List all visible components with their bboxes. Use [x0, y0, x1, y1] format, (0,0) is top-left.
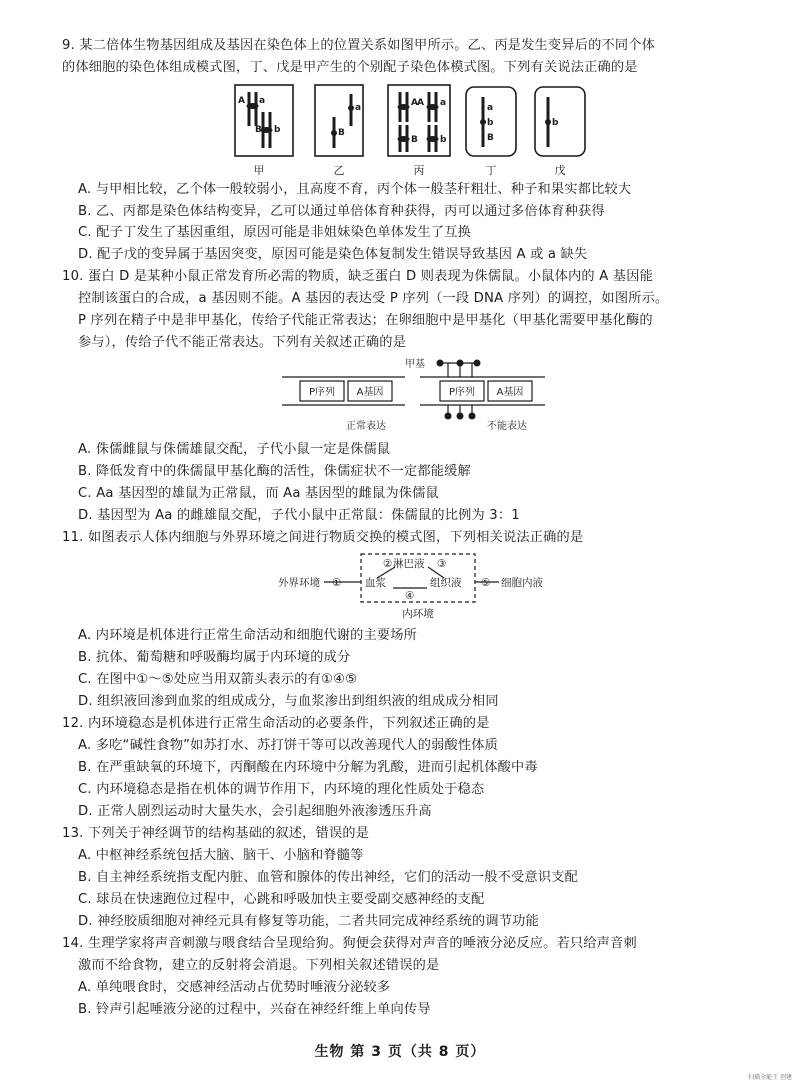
q12-option-a: A. 多吃“碱性食物”如苏打水、苏打饼干等可以改善现代人的弱酸性体质 — [78, 738, 499, 753]
q13-option-c: C. 球员在快速跑位过程中，心跳和呼吸加快主要受副交感神经的支配 — [78, 892, 485, 907]
gene-label-A: A — [238, 96, 245, 106]
q9-stem-line1: 9. 某二倍体生物基因组成及基因在染色体上的位置关系如图甲所示。乙、丙是发生变异后的不同个体 — [62, 38, 656, 53]
internal-environment-label: 内环境 — [402, 608, 434, 620]
q13-option-b: B. 自主神经系统指支配内脏、血管和腺体的传出神经，它们的活动一般不受意识支配 — [78, 870, 578, 885]
a-gene-label: A基因 — [496, 387, 524, 398]
q11-exchange-figure — [275, 550, 570, 622]
figure-label-jia: 甲 — [253, 164, 265, 177]
q10-option-d: D. 基因型为 Aa 的雌雄鼠交配，子代小鼠中正常鼠：侏儒鼠的比例为 3：1 — [78, 508, 520, 523]
gene-label-A: A — [411, 98, 418, 108]
page-footer: 生物 第 3 页（共 8 页） — [314, 1044, 486, 1060]
intracellular-fluid-label: 细胞内液 — [501, 577, 543, 589]
q10-option-c: C. Aa 基因型的雄鼠为正常鼠，而 Aa 基因型的雌鼠为侏儒鼠 — [78, 486, 439, 501]
gene-label-b: b — [552, 118, 559, 128]
gene-label-B: B — [255, 125, 262, 135]
q12-stem: 12. 内环境稳态是机体进行正常生命活动的必要条件，下列叙述正确的是 — [62, 716, 490, 731]
q9-stem-line2: 的体细胞的染色体组成模式图，丁、戊是甲产生的个别配子染色体模式图。下列有关说法正确的是 — [62, 60, 638, 75]
gene-label-A: A — [417, 98, 424, 108]
q10-option-b: B. 降低发育中的侏儒鼠甲基化酶的活性，侏儒症状不一定都能缓解 — [78, 464, 471, 479]
marker-3: ③ — [437, 558, 447, 570]
q9-option-b: B. 乙、丙都是染色体结构变异，乙可以通过单倍体育种获得，丙可以通过多倍体育种获得 — [78, 204, 605, 219]
q9-option-d: D. 配子戊的变异属于基因突变，原因可能是染色体复制发生错误导致基因 A 或 a 缺失 — [78, 247, 588, 262]
tissue-fluid-label: 组织液 — [430, 577, 462, 589]
p-sequence-label: P序列 — [308, 387, 336, 398]
q10-methylation-figure — [270, 355, 555, 435]
methyl-label: 甲基 — [405, 359, 425, 370]
gene-label-B: B — [338, 128, 345, 138]
q10-stem-line1: 10. 蛋白 D 是某种小鼠正常发育所必需的物质，缺乏蛋白 D 则表现为侏儒鼠。小鼠体内的 A 基因能 — [62, 269, 653, 284]
plasma-label: 血浆 — [365, 577, 386, 589]
q12-option-c: C. 内环境稳态是指在机体的调节作用下，内环境的理化性质处于稳态 — [78, 782, 485, 797]
scanner-watermark: 扫描全能王 创建 — [748, 1074, 792, 1081]
gene-label-a: a — [487, 103, 494, 113]
q10-option-a: A. 侏儒雌鼠与侏儒雄鼠交配，子代小鼠一定是侏儒鼠 — [78, 442, 391, 457]
q9-option-a: A. 与甲相比较，乙个体一般较弱小，且高度不育，丙个体一般茎秆粗壮、种子和果实都比较大 — [78, 182, 632, 197]
gene-label-a: a — [355, 103, 362, 113]
figure-label-wu: 戊 — [554, 164, 566, 177]
gene-label-a: a — [259, 96, 266, 106]
q11-stem: 11. 如图表示人体内细胞与外界环境之间进行物质交换的模式图，下列相关说法正确的是 — [62, 530, 584, 545]
marker-5: ⑤ — [481, 577, 491, 589]
no-expression-label: 不能表达 — [487, 421, 527, 432]
normal-expression-label: 正常表达 — [346, 421, 386, 432]
marker-4: ④ — [405, 590, 415, 602]
q11-option-b: B. 抗体、葡萄糖和呼吸酶均属于内环境的成分 — [78, 650, 351, 665]
q14-option-b: B. 铃声引起唾液分泌的过程中，兴奋在神经纤维上单向传导 — [78, 1002, 431, 1017]
marker-2: ② — [383, 558, 393, 570]
lymph-label: 淋巴液 — [393, 558, 425, 570]
q11-option-c: C. 在图中①～⑤处应当用双箭头表示的有①④⑤ — [78, 672, 358, 687]
q9-option-c: C. 配子丁发生了基因重组，原因可能是非姐妹染色单体发生了互换 — [78, 225, 472, 240]
q11-option-d: D. 组织液回渗到血浆的组成成分，与血浆渗出到组织液的组成成分相同 — [78, 694, 499, 709]
q13-option-d: D. 神经胶质细胞对神经元具有修复等功能，二者共同完成神经系统的调节功能 — [78, 914, 539, 929]
figure-label-yi: 乙 — [333, 164, 345, 177]
q13-option-a: A. 中枢神经系统包括大脑、脑干、小脑和脊髓等 — [78, 848, 364, 863]
p-sequence-label: P序列 — [448, 387, 476, 398]
figure-label-ding: 丁 — [485, 164, 497, 177]
figure-label-bing: 丙 — [413, 164, 425, 177]
outside-environment-label: 外界环境 — [278, 577, 320, 589]
gene-label-a: a — [440, 98, 447, 108]
q12-option-b: B. 在严重缺氧的环境下，丙酮酸在内环境中分解为乳酸，进而引起机体酸中毒 — [78, 760, 538, 775]
q11-option-a: A. 内环境是机体进行正常生命活动和细胞代谢的主要场所 — [78, 628, 418, 643]
q14-stem-line1: 14. 生理学家将声音刺激与喂食结合呈现给狗。狗便会获得对声音的唾液分泌反应。若只给声音刺 — [62, 936, 637, 951]
q13-stem: 13. 下列关于神经调节的结构基础的叙述，错误的是 — [62, 826, 370, 841]
q10-stem-line4: 参与），传给子代不能正常表达。下列有关叙述正确的是 — [78, 335, 407, 350]
q14-stem-line2: 激而不给食物，建立的反射将会消退。下列相关叙述错误的是 — [78, 958, 440, 973]
q10-stem-line2: 控制该蛋白的合成，a 基因则不能。A 基因的表达受 P 序列（一段 DNA 序列）的调控，如图所示。 — [78, 291, 669, 306]
q14-option-a: A. 单纯喂食时，交感神经活动占优势时唾液分泌较多 — [78, 980, 391, 995]
gene-label-b: b — [487, 118, 494, 128]
a-gene-label: A基因 — [356, 387, 384, 398]
q10-stem-line3: P 序列在精子中是非甲基化，传给子代能正常表达；在卵细胞中是甲基化（甲基化需要甲基化酶的 — [78, 313, 653, 328]
gene-label-B: B — [411, 135, 418, 145]
gene-label-b: b — [440, 135, 447, 145]
q9-chromosome-figure — [230, 82, 590, 178]
gene-label-b: b — [274, 125, 281, 135]
gene-label-B: B — [487, 133, 494, 143]
q12-option-d: D. 正常人剧烈运动时大量失水，会引起细胞外液渗透压升高 — [78, 804, 432, 819]
marker-1: ① — [332, 577, 342, 589]
